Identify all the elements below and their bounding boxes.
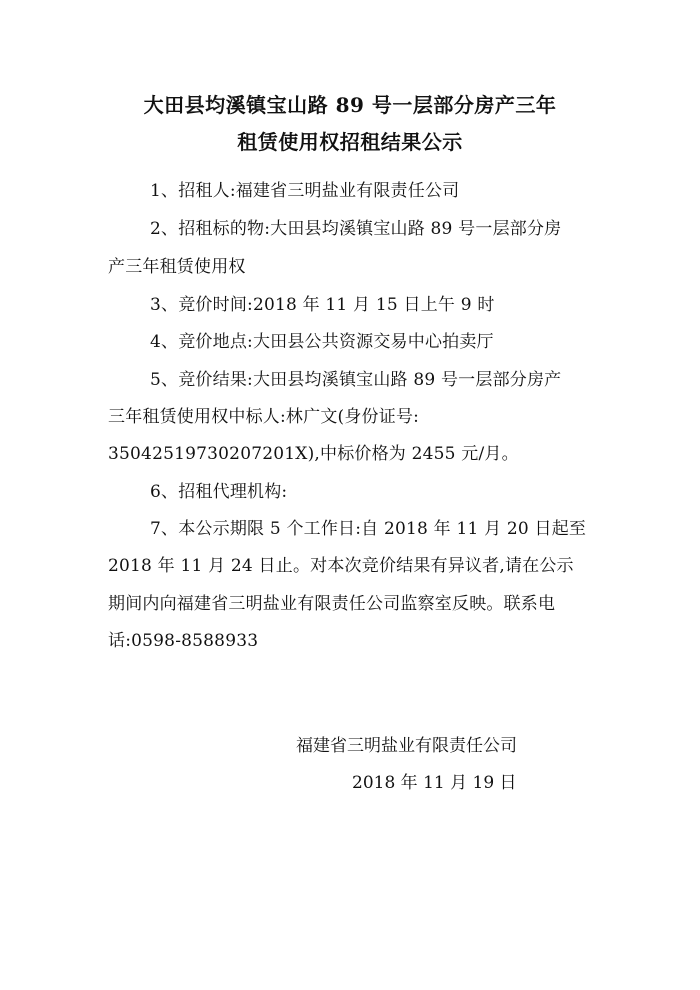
item-2-subject-cont: 产三年租赁使用权 (108, 257, 246, 277)
item-2-subject: 2、招租标的物:大田县均溪镇宝山路 89 号一层部分房 (150, 219, 562, 239)
notice-title-line-1: 大田县均溪镇宝山路 89 号一层部分房产三年 (143, 93, 557, 117)
item-5-bid-result: 5、竞价结果:大田县均溪镇宝山路 89 号一层部分房产 (150, 370, 562, 390)
notice-title-line-2: 租赁使用权招租结果公示 (237, 130, 463, 154)
item-6-agency: 6、招租代理机构: (150, 482, 288, 502)
item-4-bid-location: 4、竞价地点:大田县公共资源交易中心拍卖厅 (150, 332, 494, 352)
item-1-tenderer: 1、招租人:福建省三明盐业有限责任公司 (150, 181, 460, 201)
item-7-period-cont-2: 期间内向福建省三明盐业有限责任公司监察室反映。联系电 (108, 594, 556, 614)
item-5-bid-result-cont-2: 35042519730207201X),中标价格为 2455 元/月。 (108, 444, 519, 464)
signature-date: 2018 年 11 月 19 日 (352, 773, 517, 793)
item-3-bid-time: 3、竞价时间:2018 年 11 月 15 日上午 9 时 (150, 295, 495, 315)
item-7-period-cont-1: 2018 年 11 月 24 日止。对本次竞价结果有异议者,请在公示 (108, 556, 574, 576)
item-5-bid-result-cont-1: 三年租赁使用权中标人:林广文(身份证号: (108, 407, 420, 427)
item-7-contact-phone: 话:0598-8588933 (108, 631, 259, 651)
item-7-period: 7、本公示期限 5 个工作日:自 2018 年 11 月 20 日起至 (150, 519, 587, 539)
signature-org: 福建省三明盐业有限责任公司 (296, 736, 517, 756)
